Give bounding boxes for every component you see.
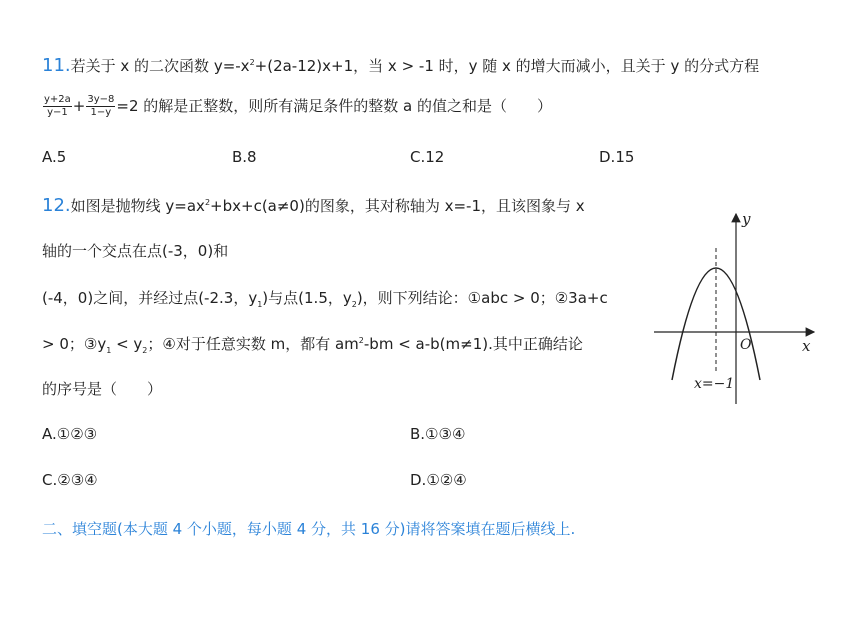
q12-line1: 12.如图是抛物线 $y=ax^2+bx+c(a\ne 0)$的图象，其对称轴为 x=-1，且该图象与 x <box>42 195 585 216</box>
q12-number: 12. <box>42 195 71 216</box>
q11-option-a[interactable]: A.5 <box>42 148 67 166</box>
q12-option-b[interactable]: B.①③④ <box>410 425 466 443</box>
q12-line5: 的序号是（ ） <box>42 380 163 398</box>
q12-option-a[interactable]: A.①②③ <box>42 425 98 443</box>
section-heading: 二、填空题(本大题 4 个小题，每小题 4 分，共 16 分)请将答案填在题后横线上. <box>42 520 576 538</box>
q12-line3: (-4，0)之间，并经过点(-2.3，$y_1$)与点(1.5，$y_2$)，则下列结论：①abc > 0；②3a+c <box>42 289 608 309</box>
q11-number: 11. <box>42 55 71 76</box>
q12-line2: 轴的一个交点在点(-3，0)和 <box>42 242 229 260</box>
q11-line2: $\frac{y+2a}{y-1}$ + $\frac{3y-8}{1-y}$ =2 的解是正整数，则所有满足条件的整数 a 的值之和是（ ） <box>44 94 553 118</box>
q12-option-c[interactable]: C.②③④ <box>42 471 98 489</box>
x-axis-label: x <box>802 337 811 355</box>
q11-option-d[interactable]: D.15 <box>599 148 635 166</box>
q11-line1: 11.若关于 x 的二次函数 $y=-x^2+(2a-12)x+1$，当 x > -1 时，y 随 x 的增大而减小，且关于 y 的分式方程 <box>42 55 760 76</box>
q12-option-d[interactable]: D.①②④ <box>410 471 467 489</box>
fraction-1: $\frac{y+2a}{y-1}$ <box>44 94 71 118</box>
y-axis-label: y <box>742 210 751 228</box>
symmetry-axis-label: x=−1 <box>694 376 735 392</box>
fraction-2: $\frac{3y-8}{1-y}$ <box>87 94 115 118</box>
origin-label: O <box>740 337 752 353</box>
q11-option-c[interactable]: C.12 <box>410 148 445 166</box>
parabola-graph <box>652 208 822 408</box>
q12-line4: > 0；$③y_1 < y_2$；④对于任意实数 m，都有 $am^2-bm < a-b(m\ne 1)$.其中正确结论 <box>42 335 583 355</box>
q11-option-b[interactable]: B.8 <box>232 148 257 166</box>
